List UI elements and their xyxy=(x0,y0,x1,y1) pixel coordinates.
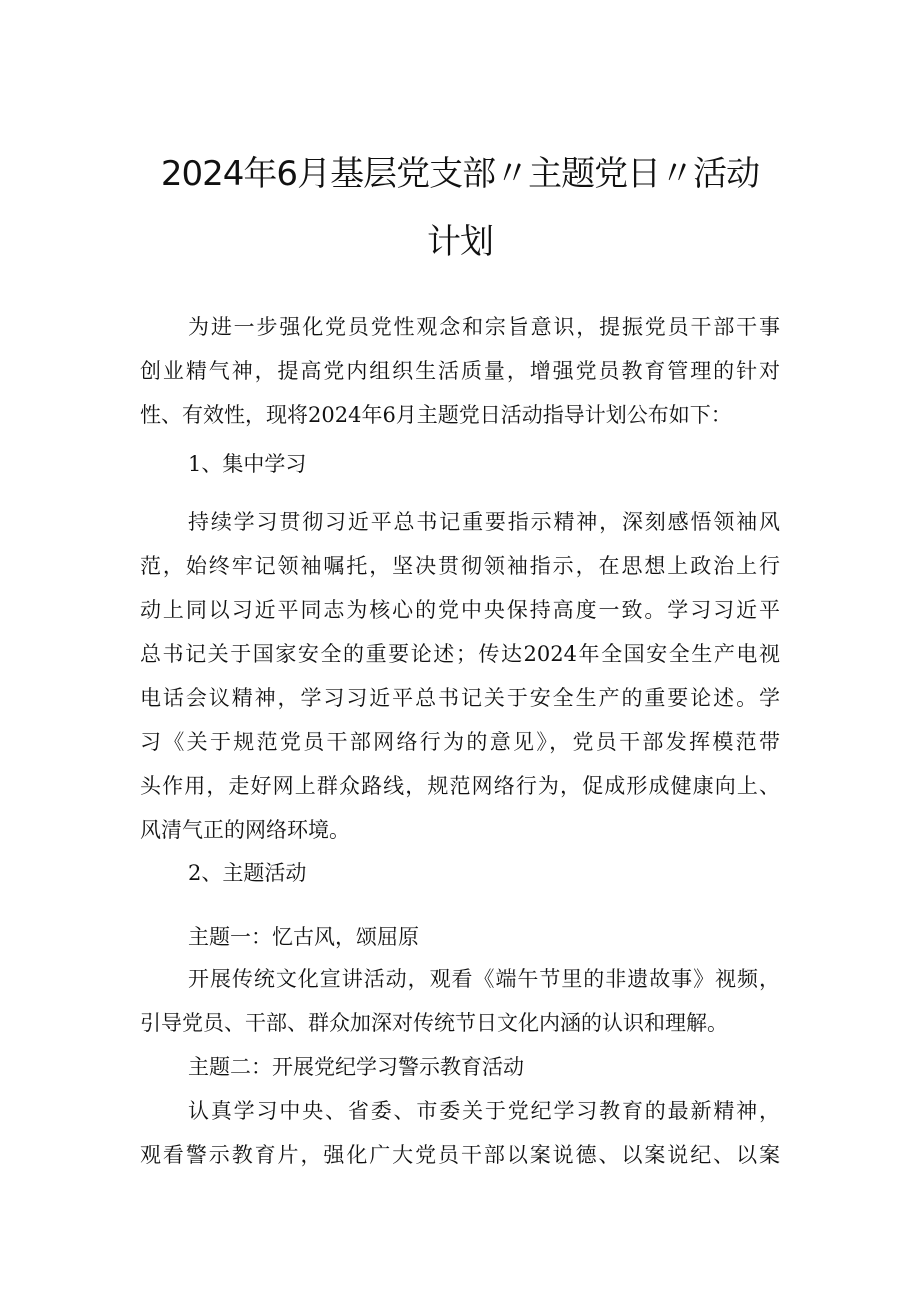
study-line-1: 持续学习贯彻习近平总书记重要指示精神，深刻感悟领袖风 xyxy=(188,510,780,534)
document-title-line-2: 计划 xyxy=(427,222,493,262)
study-line-4: 总书记关于国家安全的重要论述；传达2024年全国安全生产电视 xyxy=(140,642,780,666)
intro-line-1: 为进一步强化党员党性观念和宗旨意识，提振党员干部干事 xyxy=(188,315,780,339)
study-line-8: 风清气正的网络环境。 xyxy=(140,818,350,842)
study-line-2: 范，始终牢记领袖嘱托，坚决贯彻领袖指示，在思想上政治上行 xyxy=(140,554,780,578)
theme-1-line-2: 引导党员、干部、群众加深对传统节日文化内涵的认识和理解。 xyxy=(140,1011,728,1035)
study-line-6: 习《关于规范党员干部网络行为的意见》，党员干部发挥模范带 xyxy=(140,730,780,754)
document-title-line-1: 2024年6月基层党支部〃主题党日〃活动 xyxy=(160,154,760,194)
theme-2-line-2: 观看警示教育片，强化广大党员干部以案说德、以案说纪、以案 xyxy=(140,1143,780,1167)
theme-2-line-1: 认真学习中央、省委、市委关于党纪学习教育的最新精神， xyxy=(188,1099,780,1123)
study-line-5: 电话会议精神，学习习近平总书记关于安全生产的重要论述。学 xyxy=(140,686,780,710)
study-line-3: 动上同以习近平同志为核心的党中央保持高度一致。学习习近平 xyxy=(140,598,780,622)
section-heading-2: 2、主题活动 xyxy=(188,861,307,885)
intro-line-3: 性、有效性，现将2024年6月主题党日活动指导计划公布如下： xyxy=(140,403,732,427)
intro-line-2: 创业精气神，提高党内组织生活质量，增强党员教育管理的针对 xyxy=(140,359,780,383)
section-heading-1: 1、集中学习 xyxy=(188,452,307,476)
theme-1-line-1: 开展传统文化宣讲活动，观看《端午节里的非遗故事》视频， xyxy=(188,967,780,991)
study-line-7: 头作用，走好网上群众路线，规范网络行为，促成形成健康向上、 xyxy=(140,774,780,798)
theme-2-heading: 主题二：开展党纪学习警示教育活动 xyxy=(188,1055,524,1079)
theme-1-heading: 主题一：忆古风，颂屈原 xyxy=(188,925,419,949)
